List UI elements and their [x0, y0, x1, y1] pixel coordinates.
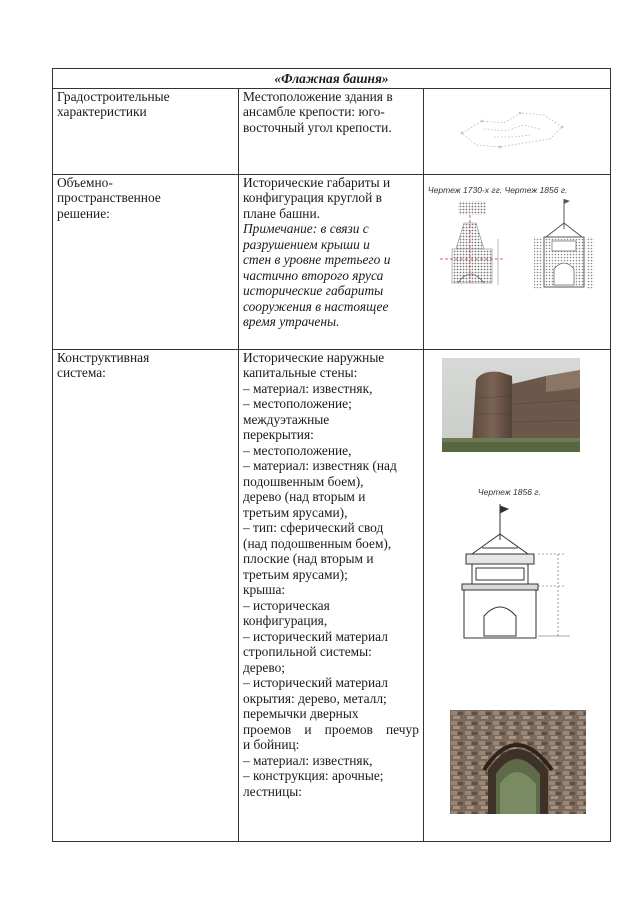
text-line: плоские (над вторым и — [242, 551, 374, 566]
row-content — [238, 88, 423, 174]
row-content — [238, 349, 423, 841]
row-label — [53, 88, 239, 174]
text-line: проемов и проемов печур — [242, 721, 419, 737]
row-image-cell — [423, 88, 610, 174]
text-line: – историческая — [242, 597, 330, 613]
note-line: частично второго яруса — [242, 267, 384, 283]
text-line: третьим ярусами), — [242, 504, 348, 520]
note-line: сооружения в настоящее — [242, 298, 389, 314]
text-line: дерево; — [242, 659, 286, 675]
text-line: – материал: известняк, — [242, 752, 373, 768]
text-line: стропильной системы: — [242, 644, 372, 659]
table-row — [53, 349, 611, 841]
table-row — [53, 174, 611, 349]
stone-arch-photo — [450, 710, 586, 814]
text-line: – местоположение; — [242, 396, 352, 411]
tower-drawing-1856-icon — [530, 193, 596, 293]
text-line: крыша: — [242, 582, 286, 597]
heritage-table — [52, 68, 611, 842]
text-line: – местоположение, — [242, 442, 352, 458]
text-line: Исторические габариты и — [242, 174, 391, 190]
text-line: система: — [57, 365, 106, 380]
text-line: восточный угол крепости. — [242, 119, 392, 135]
text-line: Конструктивная — [57, 349, 150, 365]
text-line: конфигурация круглой в — [242, 190, 382, 205]
text-line: – исторический материал — [242, 675, 388, 690]
text-line: – исторический материал — [242, 628, 388, 644]
text-line: – конструкция: арочные; — [242, 768, 384, 783]
note-line: время утрачены. — [242, 314, 340, 329]
drawing-caption: Чертеж 1730-х гг. Чертеж 1856 г. — [427, 184, 568, 195]
row-label-text: Градостроительные характеристики — [57, 88, 170, 119]
text-line: Объемно- — [57, 174, 113, 190]
text-line: решение: — [57, 205, 110, 221]
text-line: перекрытия: — [242, 427, 314, 442]
site-plan-sketch — [454, 103, 574, 155]
text-line: ансамбле крепости: юго- — [242, 104, 385, 119]
table-row — [53, 88, 611, 174]
text-line: пространственное — [57, 190, 161, 205]
text-line: – материал: известняк, — [242, 380, 373, 396]
text-line: подошвенным боем), — [242, 473, 364, 489]
row-image-cell — [423, 349, 610, 841]
text-line: конфигурация, — [242, 613, 328, 628]
drawing-caption: Чертеж 1856 г. — [477, 486, 541, 497]
text-line: (над подошвенным боем), — [242, 535, 392, 551]
note-line: стен в уровне третьего и — [242, 252, 391, 267]
text-line: капитальные стены: — [242, 365, 358, 380]
note-line: исторические габариты — [242, 283, 384, 298]
note-line: разрушением крыши и — [242, 236, 370, 252]
row-label — [53, 174, 239, 349]
text-line: лестницы: — [242, 783, 302, 799]
text-line: перемычки дверных — [242, 706, 359, 721]
table-title: «Флажная башня» — [53, 69, 611, 89]
tower-drawing-1730-icon — [438, 199, 512, 291]
text-line: плане башни. — [242, 205, 320, 221]
text-line: и бойниц: — [242, 737, 300, 752]
table-title-row — [53, 69, 611, 89]
tower-section-drawing-1856-icon — [454, 500, 572, 640]
text-line: окрытия: дерево, металл; — [242, 690, 387, 706]
tower-ruin-photo — [442, 358, 580, 452]
text-line: междуэтажные — [242, 411, 330, 427]
text-line: Местоположение здания в — [242, 88, 393, 104]
text-line: – материал: известняк (над — [242, 458, 397, 473]
text-line: третьим ярусами); — [242, 566, 348, 582]
row-image-cell — [423, 174, 610, 349]
text-line: дерево (над вторым и — [242, 489, 366, 504]
row-label — [53, 349, 239, 841]
text-line: – тип: сферический свод — [242, 520, 384, 535]
text-line: Исторические наружные — [242, 349, 385, 365]
row-content — [238, 174, 423, 349]
note-line: Примечание: в связи с — [242, 221, 369, 236]
